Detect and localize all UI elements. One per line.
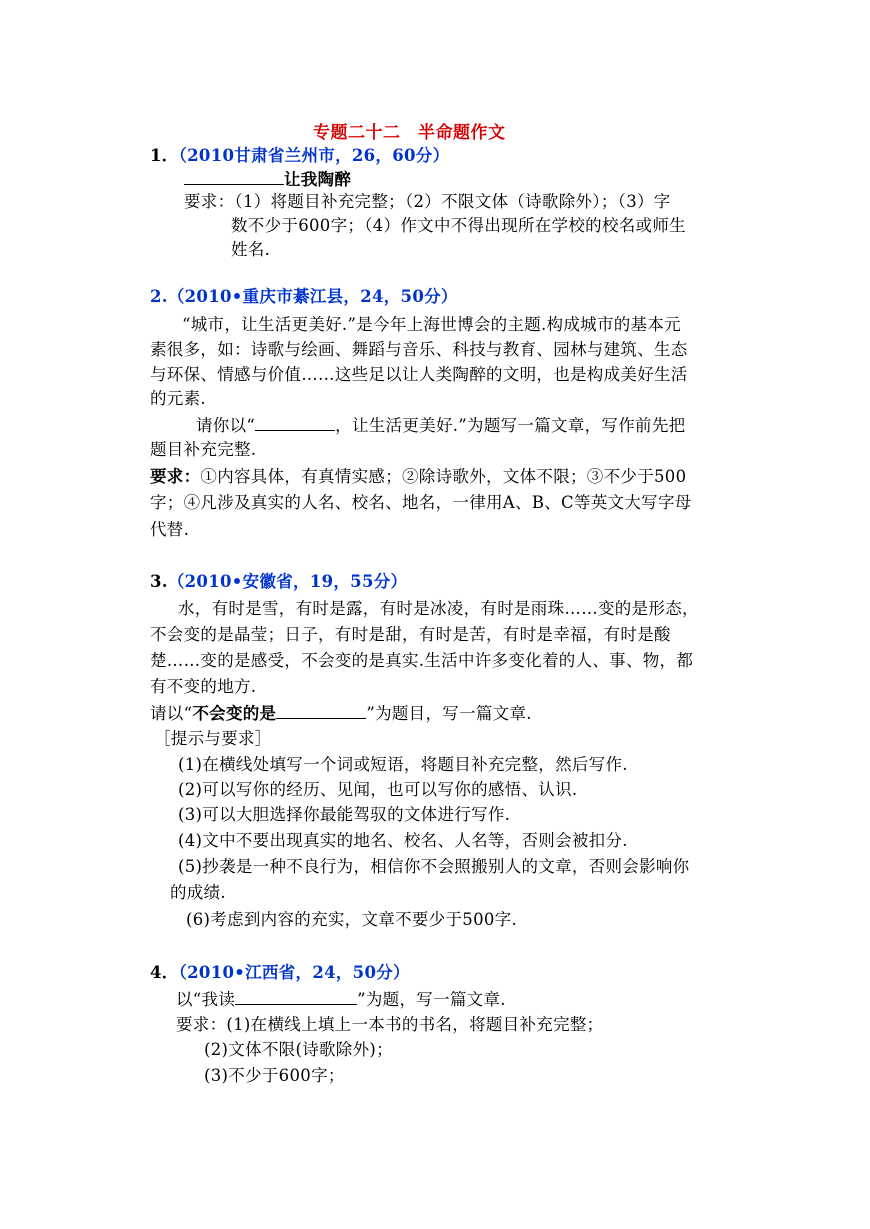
q3-req-3: (3)可以大胆选择你最能驾驭的文体进行写作. bbox=[178, 805, 511, 824]
q3-para1-l4: 有不变的地方. bbox=[150, 677, 257, 696]
q2-source: （2010•重庆市綦江县，24，50分） bbox=[167, 287, 458, 306]
q2-para2-l1 bbox=[196, 412, 685, 439]
q1-source: （2010甘肃省兰州市，26，60分） bbox=[178, 146, 450, 165]
q1-number: 1． bbox=[150, 146, 179, 165]
q4-req-l1: 要求：(1)在横线上填上一本书的书名，将题目补充完整； bbox=[176, 1015, 604, 1034]
q2-title-blank bbox=[255, 412, 335, 431]
q2-req-l3: 代替. bbox=[150, 520, 190, 539]
q2-para2-l2: 题目补充完整. bbox=[150, 440, 257, 459]
q2-req-l1 bbox=[150, 464, 686, 490]
q4-heading bbox=[150, 960, 410, 986]
q3-req-1: (1)在横线处填写一个词或短语，将题目补充完整，然后写作. bbox=[178, 755, 628, 774]
q3-para2-bold: 不会变的是 bbox=[192, 704, 277, 723]
q3-hint-title: ［提示与要求］ bbox=[154, 729, 272, 748]
q3-para2-post: ”为题目，写一篇文章. bbox=[366, 704, 532, 723]
q2-para1-l1: “城市，让生活更美好.”是今年上海世博会的主题.构成城市的基本元 bbox=[182, 315, 681, 334]
q3-req-5-l1: (5)抄袭是一种不良行为，相信你不会照搬别人的文章，否则会影响你 bbox=[178, 857, 690, 876]
q2-req-l2: 字；④凡涉及真实的人名、校名、地名，一律用A、B、C等英文大写字母 bbox=[150, 493, 692, 512]
q1-title-blank bbox=[184, 166, 284, 185]
q1-req-line1: 要求：（1）将题目补充完整；（2）不限文体（诗歌除外）；（3）字 bbox=[184, 192, 671, 211]
q3-req-2: (2)可以写你的经历、见闻，也可以写你的感悟、认识. bbox=[178, 780, 578, 799]
q3-req-4: (4)文中不要出现真实的地名、校名、人名等，否则会被扣分. bbox=[178, 831, 628, 850]
q1-title-text: 让我陶醉 bbox=[284, 170, 352, 189]
q2-para2-post: ，让生活更美好.”为题写一篇文章，写作前先把 bbox=[335, 416, 686, 435]
q3-req-5-l2: 的成绩. bbox=[170, 883, 226, 902]
q3-para2 bbox=[150, 700, 532, 727]
q4-source: （2010•江西省，24，50分） bbox=[178, 963, 410, 982]
q4-prompt-post: ”为题，写一篇文章. bbox=[357, 990, 506, 1009]
q4-req-l2: (2)文体不限(诗歌除外)； bbox=[204, 1040, 393, 1059]
q3-title-blank bbox=[276, 700, 366, 719]
q4-number: 4． bbox=[150, 963, 179, 982]
q1-req-line2: 数不少于600字；（4）作文中不得出现所在学校的校名或师生 bbox=[231, 216, 686, 235]
q2-number: 2. bbox=[150, 287, 168, 306]
q2-para1-l4: 的元素. bbox=[150, 389, 206, 408]
q4-title-blank bbox=[235, 986, 357, 1005]
q2-req-l1-text: ①内容具体，有真情实感；②除诗歌外，文体不限；③不少于500 bbox=[200, 467, 687, 486]
q3-req-6: (6)考虑到内容的充实，文章不要少于500字. bbox=[186, 910, 518, 929]
q3-para1-l3: 楚……变的是感受，不会变的是真实.生活中许多变化着的人、事、物，都 bbox=[150, 651, 694, 670]
q4-prompt bbox=[176, 986, 506, 1013]
q2-para2-pre: 请你以“ bbox=[196, 416, 256, 435]
q3-para2-pre: 请以“ bbox=[150, 704, 193, 723]
q1-req-line3: 姓名. bbox=[231, 240, 271, 259]
q4-prompt-pre: 以“我读 bbox=[176, 990, 236, 1009]
q3-para1-l2: 不会变的是晶莹；日子，有时是甜，有时是苦，有时是幸福，有时是酸 bbox=[150, 625, 671, 644]
q2-para1-l2: 素很多，如：诗歌与绘画、舞蹈与音乐、科技与教育、园林与建筑、生态 bbox=[150, 340, 688, 359]
q3-source: （2010•安徽省，19，55分） bbox=[167, 572, 408, 591]
q3-heading bbox=[150, 569, 407, 595]
page-title: 专题二十二 半命题作文 bbox=[313, 123, 506, 143]
q3-para1-l1: 水，有时是雪，有时是露，有时是冰凌，有时是雨珠……变的是形态， bbox=[178, 599, 699, 618]
q3-number: 3. bbox=[150, 572, 168, 591]
q2-para1-l3: 与环保、情感与价值……这些足以让人类陶醉的文明，也是构成美好生活 bbox=[150, 365, 688, 384]
q2-heading bbox=[150, 284, 458, 310]
q4-req-l3: (3)不少于600字； bbox=[204, 1066, 345, 1085]
q2-req-label: 要求： bbox=[150, 467, 201, 486]
